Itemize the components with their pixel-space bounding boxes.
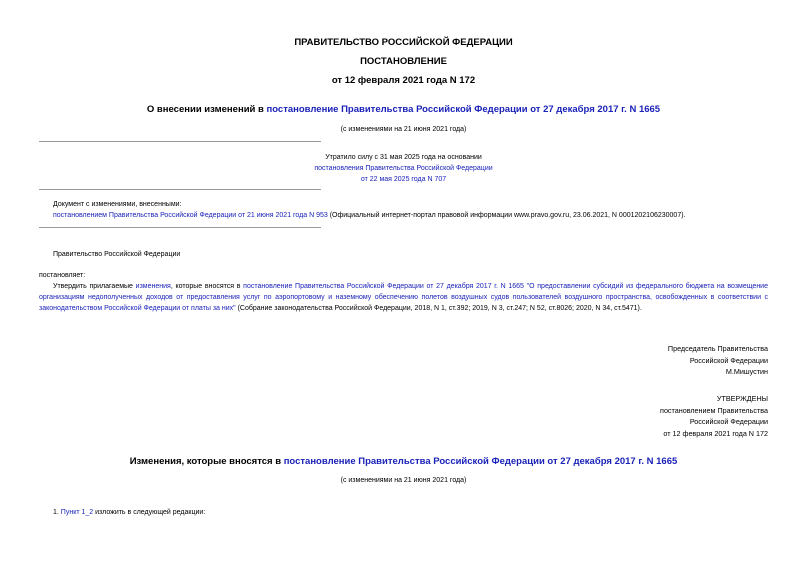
amending-resolution-link[interactable]: постановлением Правительства Российской Федерации от 21 июня 2021 года N 953	[53, 212, 328, 219]
resolution-1665-link[interactable]: постановление Правительства Российской Федерации от 27 декабря 2017 г. N 1665 "О предоставлении субсидий из федерального бюджета на возмещение организациям недополученных доходов от предоставления услуг по аэропортовому и наземному обеспечению полетов воздушных судов пользователей воздушного пространства, освобожденных в соответствии с законодательством Российской Федерации от платы за них"	[39, 283, 768, 312]
changes-link[interactable]: изменения	[135, 283, 171, 290]
signature-block	[668, 343, 768, 378]
changes-label: Документ с изменениями, внесенными:	[53, 201, 182, 208]
approval-block	[660, 393, 768, 439]
paragraph-approve	[39, 281, 768, 314]
separator-line	[39, 227, 321, 228]
paragraph-text: , которые вносятся в	[170, 283, 244, 290]
edition-note: (с изменениями на 21 июня 2021 года)	[340, 126, 467, 133]
approved-date: от 12 февраля 2021 года N 172	[663, 428, 768, 438]
clause-1-2-link[interactable]: Пункт 1_2	[60, 509, 94, 516]
changes-title-prefix: Изменения, которые вносятся в	[129, 456, 284, 467]
changes-source-details: (Официальный интернет-портал правовой информации www.pravo.gov.ru, 23.06.2021, N 0001202106230007).	[327, 212, 686, 219]
signature-position: Председатель Правительства	[667, 344, 768, 353]
paragraph-text: Утвердить прилагаемые	[53, 283, 136, 290]
signature-name: М.Мишустин	[725, 367, 768, 376]
document-title	[0, 104, 807, 116]
signature-country: Российской Федерации	[689, 355, 768, 365]
changes-edition-note: (с изменениями на 21 июня 2021 года)	[340, 477, 467, 484]
item-number: 1.	[53, 509, 61, 516]
status-line: Утратило силу с 31 мая 2025 года на основании	[325, 154, 482, 161]
item-1	[53, 507, 205, 518]
approved-by: постановлением Правительства	[660, 405, 768, 415]
changes-source	[53, 210, 686, 221]
item-text: изложить в следующей редакции:	[93, 509, 206, 516]
approved-country: Российской Федерации	[689, 417, 768, 426]
government-heading: ПРАВИТЕЛЬСТВО РОССИЙСКОЙ ФЕДЕРАЦИИ	[294, 37, 513, 48]
document-type: ПОСТАНОВЛЕНИЕ	[360, 56, 447, 67]
changes-title-resolution-link[interactable]: постановление Правительства Российской Федерации от 27 декабря 2017 г. N 1665	[283, 456, 678, 467]
document-title-prefix: О внесении изменений в	[146, 104, 267, 115]
document-date-number: от 12 февраля 2021 года N 172	[331, 75, 476, 86]
repeal-date-link[interactable]: от 22 мая 2025 года N 707	[360, 176, 447, 183]
amended-resolution-link[interactable]: постановление Правительства Российской Федерации от 27 декабря 2017 г. N 1665	[266, 104, 661, 115]
changes-title	[0, 456, 807, 468]
repeal-resolution-link[interactable]: постановления Правительства Российской Федерации	[314, 165, 493, 172]
approved-heading: УТВЕРЖДЕНЫ	[716, 394, 768, 403]
separator-line	[39, 141, 321, 142]
separator-line	[39, 189, 321, 190]
paragraph-text: (Собрание законодательства Российской Федерации, 2018, N 1, ст.392; 2019, N 3, ст.247; N 52, ст.8026; 2020, N 34, ст.5471).	[235, 305, 642, 312]
government-subject: Правительство Российской Федерации	[53, 251, 181, 258]
resolves-word: постановляет:	[39, 272, 86, 279]
